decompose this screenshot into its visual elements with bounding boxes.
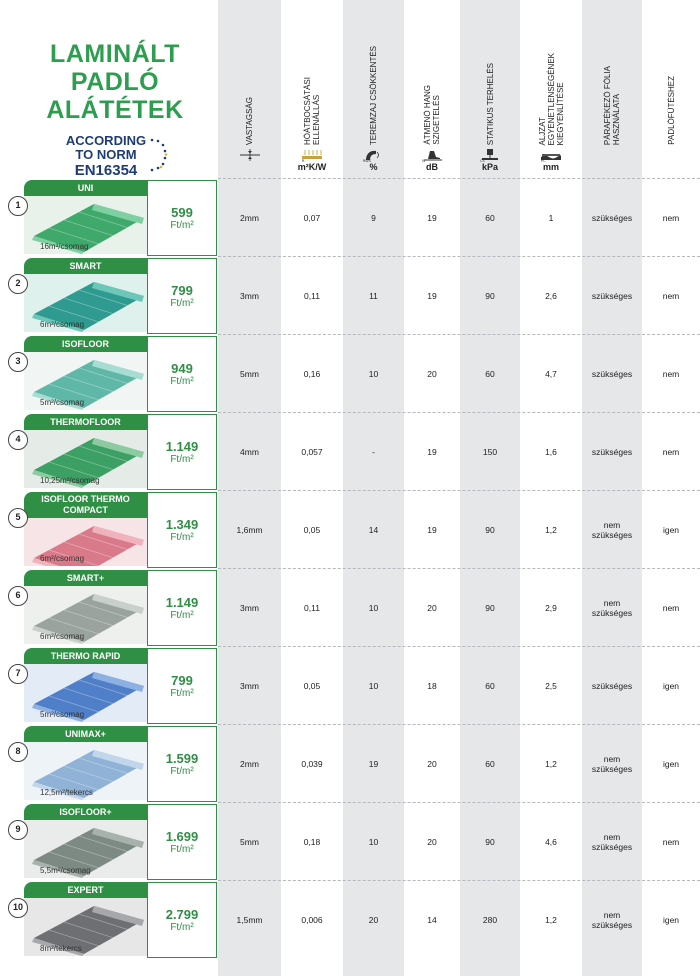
row-divider xyxy=(218,256,700,257)
price-box xyxy=(147,180,217,256)
table-cell: 0,006 xyxy=(301,915,323,925)
product-number: 3 xyxy=(8,352,28,372)
table-cell: igen xyxy=(662,525,680,535)
leveling-icon xyxy=(540,148,562,162)
price-box xyxy=(147,882,217,958)
table-row xyxy=(0,492,700,570)
table-cell: 18 xyxy=(427,681,437,691)
table-cell: 1,6mm xyxy=(236,525,263,535)
product-name: SMART+ xyxy=(24,570,147,586)
table-cell: 90 xyxy=(485,837,495,847)
table-cell: nem xyxy=(662,291,680,301)
header-floor-heating: PADLÓFŰTÉSHEZ xyxy=(666,76,676,145)
table-row xyxy=(0,570,700,648)
table-cell: 0,039 xyxy=(301,759,323,769)
title-line: PADLÓ xyxy=(70,68,160,96)
product-number: 1 xyxy=(8,196,28,216)
product-name: ISOFLOOR xyxy=(24,336,147,352)
header-static-load: STATIKUS TERHELÉS xyxy=(485,62,495,145)
price-unit: Ft/m² xyxy=(170,531,194,543)
impact-sound-icon xyxy=(421,148,443,162)
table-cell: 1,2 xyxy=(545,525,557,535)
table-cell: 150 xyxy=(482,447,498,457)
row-divider xyxy=(218,802,700,803)
table-cell: 4,7 xyxy=(545,369,557,379)
price-unit: Ft/m² xyxy=(170,687,194,699)
table-cell: 4mm xyxy=(240,447,259,457)
table-cell: igen xyxy=(662,915,680,925)
header-noise-reduction: TEREMZAJ CSÖKKENTÉS xyxy=(369,45,378,145)
table-cell: 2mm xyxy=(240,213,259,223)
table-cell: szükséges xyxy=(591,213,633,223)
title-block xyxy=(30,40,200,180)
price-unit: Ft/m² xyxy=(170,219,194,231)
table-cell: 19 xyxy=(427,447,437,457)
table-cell: szükséges xyxy=(591,369,633,379)
price-unit: Ft/m² xyxy=(170,453,194,465)
product-name: THERMOFLOOR xyxy=(24,414,147,430)
price-box xyxy=(147,492,217,568)
price-box xyxy=(147,648,217,724)
package-size: 6m²/csomag xyxy=(40,632,85,641)
static-load-icon xyxy=(479,148,501,162)
table-cell: 3mm xyxy=(240,291,259,301)
norm-line: ACCORDING xyxy=(65,133,147,148)
table-cell: 3mm xyxy=(240,603,259,613)
table-cell: nem xyxy=(662,837,680,847)
product-number: 4 xyxy=(8,430,28,450)
title-line: LAMINÁLT xyxy=(50,40,180,68)
table-cell: 5mm xyxy=(240,837,259,847)
product-name: SMART xyxy=(24,258,147,274)
package-size: 6m²/csomag xyxy=(40,554,85,563)
product-name: UNI xyxy=(24,180,147,196)
table-cell: 5mm xyxy=(240,369,259,379)
title-line: ALÁTÉTEK xyxy=(46,96,184,124)
norm-badge xyxy=(66,134,164,179)
package-size: 5,5m²/csomag xyxy=(40,866,91,875)
unit-leveling: mm xyxy=(542,162,559,172)
package-size: 6m²/csomag xyxy=(40,320,85,329)
table-cell: 0,11 xyxy=(304,291,320,301)
package-size: 12,5m²/tekercs xyxy=(40,788,93,797)
table-cell: 1 xyxy=(548,213,554,223)
table-cell: 10 xyxy=(368,603,379,613)
table-cell: 3mm xyxy=(240,681,259,691)
table-cell: 2,6 xyxy=(545,291,557,301)
product-name: EXPERT xyxy=(24,882,147,898)
table-cell: 9 xyxy=(371,213,376,223)
price-unit: Ft/m² xyxy=(170,609,194,621)
table-cell: 2,5 xyxy=(545,681,557,691)
table-row xyxy=(0,882,700,960)
table-row xyxy=(0,258,700,336)
table-row xyxy=(0,804,700,882)
unit-impact: dB xyxy=(426,162,438,172)
table-cell: szükséges xyxy=(591,447,633,457)
table-row xyxy=(0,414,700,492)
header-thickness: VASTAGSÁG xyxy=(245,96,254,145)
package-size: 5m²/csomag xyxy=(40,398,85,407)
svg-text:R: R xyxy=(302,159,305,162)
price: 1.349 xyxy=(165,516,199,532)
table-cell: 1,5mm xyxy=(236,915,263,925)
price-box xyxy=(147,414,217,490)
table-cell: 20 xyxy=(427,759,437,769)
price-box xyxy=(147,336,217,412)
header-vapor-barrier: PÁRAFÉKEZŐ FÓLIA HASZNÁLATA xyxy=(603,65,621,145)
table-cell: 60 xyxy=(485,213,495,223)
unit-thermal: m²K/W xyxy=(297,162,327,172)
table-cell: nem szükséges xyxy=(591,832,633,852)
table-cell: 0,07 xyxy=(303,213,321,223)
row-divider xyxy=(218,412,700,413)
product-name: UNIMAX+ xyxy=(24,726,147,742)
product-name: ISOFLOOR THERMO COMPACT xyxy=(24,492,147,518)
price-box xyxy=(147,570,217,646)
table-cell: 20 xyxy=(427,603,437,613)
table-cell: igen xyxy=(662,681,680,691)
svg-text:PC: PC xyxy=(541,159,546,162)
table-cell: 2mm xyxy=(240,759,259,769)
price: 1.149 xyxy=(165,438,199,454)
price-unit: Ft/m² xyxy=(170,297,194,309)
price: 799 xyxy=(171,672,193,688)
norm-line: EN16354 xyxy=(74,162,138,179)
table-row xyxy=(0,726,700,804)
header-impact-sound: ÁTMENŐ HANG SZIGETELÉS xyxy=(423,85,441,145)
product-number: 7 xyxy=(8,664,28,684)
package-size: 16m²/csomag xyxy=(40,242,89,251)
table-cell: 14 xyxy=(427,915,437,925)
price: 799 xyxy=(171,282,193,298)
table-cell: 90 xyxy=(485,291,495,301)
table-cell: 20 xyxy=(427,369,437,379)
table-cell: igen xyxy=(662,759,680,769)
row-divider xyxy=(218,490,700,491)
price-unit: Ft/m² xyxy=(170,921,194,933)
table-cell: 0,18 xyxy=(303,837,321,847)
package-size: 8m²/tekercs xyxy=(40,944,82,953)
price: 1.599 xyxy=(165,750,199,766)
price: 599 xyxy=(171,204,193,220)
price-box xyxy=(147,726,217,802)
header-thermal-resistance: HŐÁTBOCSÁTÁSI ELLENÁLLÁS xyxy=(303,76,321,145)
table-cell: szükséges xyxy=(591,291,633,301)
eu-stars-icon xyxy=(146,136,168,176)
thermal-icon xyxy=(301,148,323,162)
table-cell: 280 xyxy=(482,915,498,925)
table-cell: nem xyxy=(662,213,680,223)
table-cell: 19 xyxy=(427,525,437,535)
table-cell: 10 xyxy=(368,837,379,847)
row-divider xyxy=(218,880,700,881)
price: 2.799 xyxy=(165,906,199,922)
unit-load: kPa xyxy=(481,162,498,172)
thickness-icon xyxy=(239,148,261,162)
product-number: 2 xyxy=(8,274,28,294)
price-box xyxy=(147,258,217,334)
package-size: 10,25m²/csomag xyxy=(40,476,100,485)
table-cell: 60 xyxy=(485,369,495,379)
table-cell: szükséges xyxy=(591,681,633,691)
table-cell: nem xyxy=(662,447,680,457)
table-cell: 4,6 xyxy=(545,837,557,847)
table-cell: 1,6 xyxy=(545,447,557,457)
table-row xyxy=(0,336,700,414)
table-cell: nem szükséges xyxy=(591,910,633,930)
svg-text:RWS: RWS xyxy=(363,159,371,162)
table-cell: 90 xyxy=(485,525,495,535)
table-cell: 90 xyxy=(485,603,495,613)
product-number: 5 xyxy=(8,508,28,528)
table-cell: 19 xyxy=(368,759,379,769)
table-cell: 20 xyxy=(427,837,437,847)
table-cell: 10 xyxy=(368,681,379,691)
price: 949 xyxy=(171,360,193,376)
unit-noise: % xyxy=(369,162,378,172)
price-unit: Ft/m² xyxy=(170,375,194,387)
table-row xyxy=(0,180,700,258)
table-cell: 0,057 xyxy=(301,447,323,457)
product-name: THERMO RAPID xyxy=(24,648,147,664)
table-cell: 14 xyxy=(368,525,379,535)
table-cell: 0,05 xyxy=(303,525,321,535)
table-cell: nem xyxy=(662,369,680,379)
product-number: 9 xyxy=(8,820,28,840)
price: 1.699 xyxy=(165,828,199,844)
table-cell: nem szükséges xyxy=(591,520,633,540)
norm-line: TO NORM xyxy=(75,147,137,162)
table-cell: 60 xyxy=(485,681,495,691)
product-number: 10 xyxy=(8,898,28,918)
row-divider xyxy=(218,568,700,569)
table-cell: nem xyxy=(662,603,680,613)
table-cell: 1,2 xyxy=(545,759,557,769)
svg-text:CS: CS xyxy=(480,159,485,162)
table-row xyxy=(0,648,700,726)
table-cell: 1,2 xyxy=(545,915,557,925)
price-unit: Ft/m² xyxy=(170,843,194,855)
table-cell: - xyxy=(372,447,375,457)
noise-icon xyxy=(362,148,384,162)
product-name: ISOFLOOR+ xyxy=(24,804,147,820)
table-cell: nem szükséges xyxy=(591,598,633,618)
row-divider xyxy=(218,334,700,335)
package-size: 5m²/csomag xyxy=(40,710,85,719)
table-cell: 2,9 xyxy=(545,603,557,613)
table-cell: nem szükséges xyxy=(591,754,633,774)
table-cell: 0,16 xyxy=(303,369,321,379)
price-box xyxy=(147,804,217,880)
table-cell: 11 xyxy=(369,291,378,301)
table-cell: 0,11 xyxy=(304,603,320,613)
product-number: 8 xyxy=(8,742,28,762)
product-number: 6 xyxy=(8,586,28,606)
table-cell: 60 xyxy=(485,759,495,769)
table-cell: 19 xyxy=(427,213,437,223)
svg-text:IS: IS xyxy=(422,159,426,162)
header-subfloor-leveling: ALJZAT EGYENETLENSÉGÉNEK KIEGYENLÍTÉSE xyxy=(537,52,565,145)
price: 1.149 xyxy=(165,594,199,610)
row-divider xyxy=(218,646,700,647)
price-unit: Ft/m² xyxy=(170,765,194,777)
table-cell: 19 xyxy=(427,291,437,301)
table-cell: 20 xyxy=(368,915,379,925)
table-cell: 10 xyxy=(368,369,379,379)
table-cell: 0,05 xyxy=(303,681,321,691)
row-divider xyxy=(218,178,700,179)
row-divider xyxy=(218,724,700,725)
